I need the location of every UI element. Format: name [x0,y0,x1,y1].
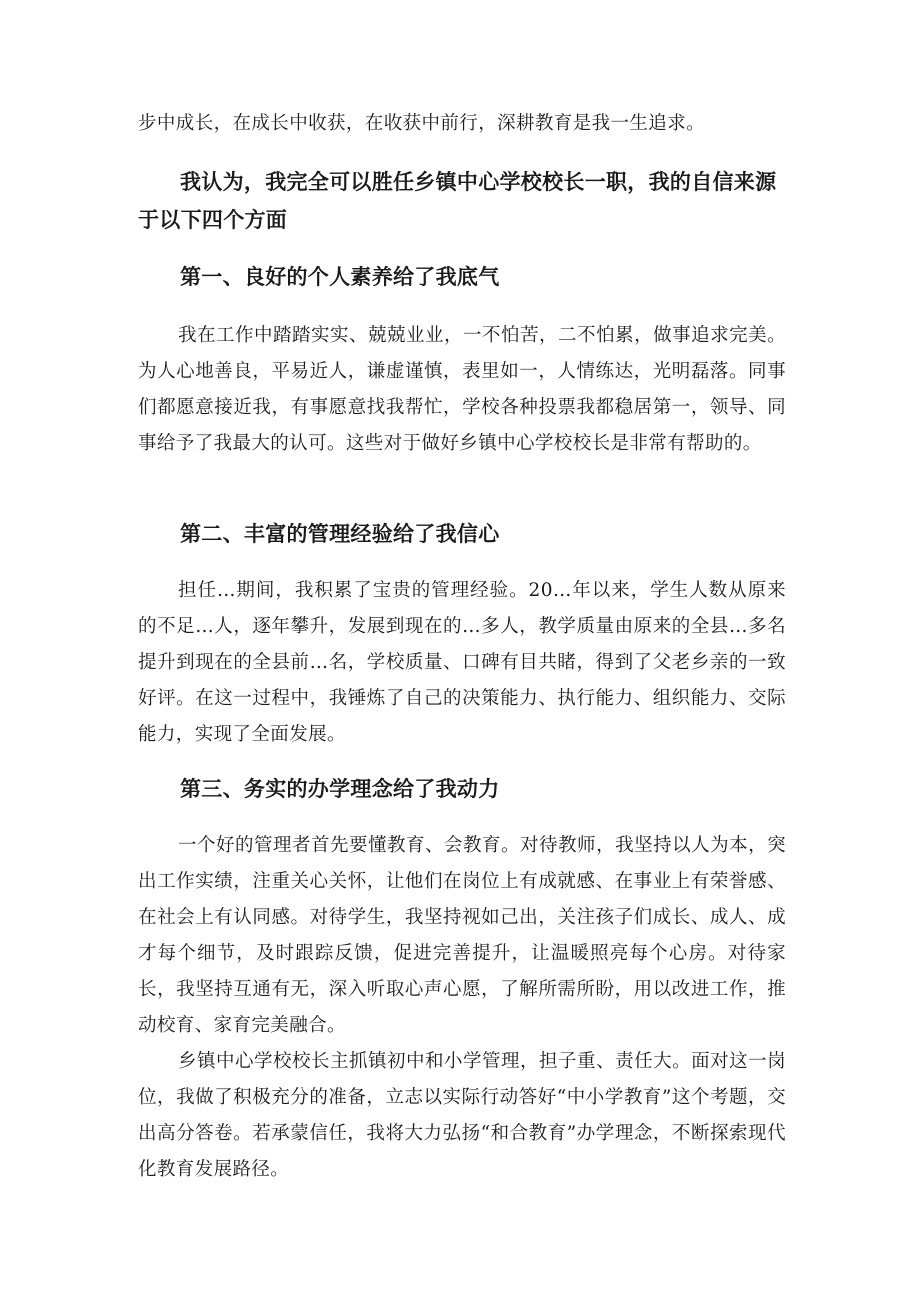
intro-heading: 我认为，我完全可以胜任乡镇中心学校校长一职，我的自信来源于以下四个方面 [138,170,777,232]
top-line-paragraph: 步中成长，在成长中收获，在收获中前行，深耕教育是我一生追求。 [138,113,706,134]
section-3-paragraph-1: 一个好的管理者首先要懂教育、会教育。对待教师，我坚持以人为本，突出工作实绩，注重关心关怀，让他们在岗位上有成就感、在事业上有荣誉感、在社会上有认同感。对待学生，我坚持视如己出，关注孩子们成长、成人、成才每个细节，及时跟踪反馈，促进完善提升，让温暖照亮每个心房。对待家长，我坚持互通有无，深入听取心声心愿，了解所需所盼，用以改进工作，推动校育、家育完美融合。 [138,835,786,1036]
section-1-paragraph-1: 我在工作中踏踏实实、兢兢业业，一不怕苦，二不怕累，做事追求完美。为人心地善良，平易近人，谦虚谨慎，表里如一，人情练达，光明磊落。同事们都愿意接近我，有事愿意找我帮忙，学校各种投票我都稳居第一，领导、同事给予了我最大的认可。这些对于做好乡镇中心学校校长是非常有帮助的。 [138,325,786,454]
section-3-heading: 第三、务实的办学理念给了我动力 [180,777,500,801]
section-2-heading: 第二、丰富的管理经验给了我信心 [180,522,500,546]
section-3-paragraph-2: 乡镇中心学校校长主抓镇初中和小学管理，担子重、责任大。面对这一岗位，我做了积极充分的准备，立志以实际行动答好“中小学教育”这个考题，交出高分答卷。若承蒙信任，我将大力弘扬“和合教育”办学理念，不断探索现代化教育发展路径。 [138,1051,786,1180]
section-1-heading: 第一、良好的个人素养给了我底气 [180,265,500,289]
section-2-paragraph-1: 担任…期间，我积累了宝贵的管理经验。20…年以来，学生人数从原来的不足…人，逐年攀升，发展到现在的…多人，教学质量由原来的全县…多名提升到现在的全县前…名，学校质量、口碑有目共睹，得到了父老乡亲的一致好评。在这一过程中，我锤炼了自己的决策能力、执行能力、组织能力、交际能力，实现了全面发展。 [138,580,786,745]
